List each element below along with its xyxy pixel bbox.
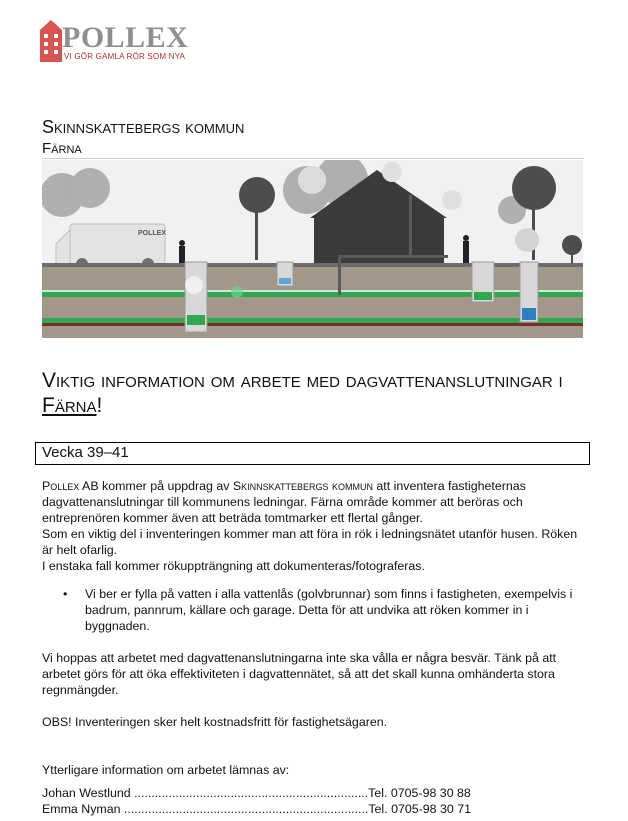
municipality-name: Skinnskattebergs kommun — [232, 479, 373, 493]
body-text — [42, 478, 590, 817]
paragraph-smoke: Som en viktig del i inventeringen kommer man att föra in rök i ledningsnätet utanför husen. Röken är helt ofarlig. — [42, 527, 578, 557]
list-item — [42, 586, 590, 634]
municipality-heading: Skinnskattebergs kommun — [42, 117, 245, 137]
bullet-icon: • — [63, 587, 68, 601]
contact-row: Emma Nyman .......................................................................Tel. 0705-98 30 71 — [42, 802, 471, 816]
paragraph-obs: OBS! Inventeringen sker helt kostnadsfritt för fastighetsägaren. — [42, 715, 388, 729]
van-label: POLLEX — [138, 230, 167, 237]
week-label: Vecka 39–41 — [42, 444, 129, 461]
page-headline — [42, 368, 582, 418]
logo-wordmark: POLLEX — [62, 21, 189, 54]
contact-intro: Ytterligare information om arbetet lämnas av: — [42, 763, 290, 777]
paragraph-hope: Vi hoppas att arbetet med dagvattenanslutningarna inte ska vålla er några besvär. Tänk på att arbetet görs för att öka effektiviteten i dagvattennätet, så att det skall kunna omhänderta stora regnmängder. — [42, 651, 557, 697]
company-name: Pollex — [42, 479, 80, 493]
headline-text: Viktig information om arbete med dagvattenanslutningar i — [42, 369, 563, 392]
pipe-inspection-illustration — [42, 160, 583, 338]
paragraph-documentation: I enstaka fall kommer rökuppträngning att dokumenteras/fotograferas. — [42, 559, 425, 573]
headline-place: Färna — [42, 394, 97, 417]
bullet-text: Vi ber er fylla på vatten i alla vattenlås (golvbrunnar) som finns i fastigheten, exempelvis i badrum, pannrum, källare och garage. Detta för att undvika att röken kommer in i byggnaden. — [85, 587, 573, 633]
headline-suffix: ! — [96, 394, 103, 417]
logo-tagline: VI GÖR GAMLA RÖR SOM NYA — [64, 52, 186, 61]
place-subheading: Färna — [42, 140, 82, 157]
contact-row: Johan Westlund ....................................................................Tel. 0705-98 30 88 — [42, 786, 471, 800]
pollex-house-icon — [40, 20, 62, 62]
paragraph-intro: Pollex AB kommer på uppdrag av Skinnskattebergs kommun att inventera fastigheternas dagvattenanslutningar till kommunens ledningar. Färna område kommer att beröras och entreprenören kommer även att beträda tomtmarker ett flertal gånger. — [42, 479, 526, 525]
header-divider — [42, 158, 584, 159]
